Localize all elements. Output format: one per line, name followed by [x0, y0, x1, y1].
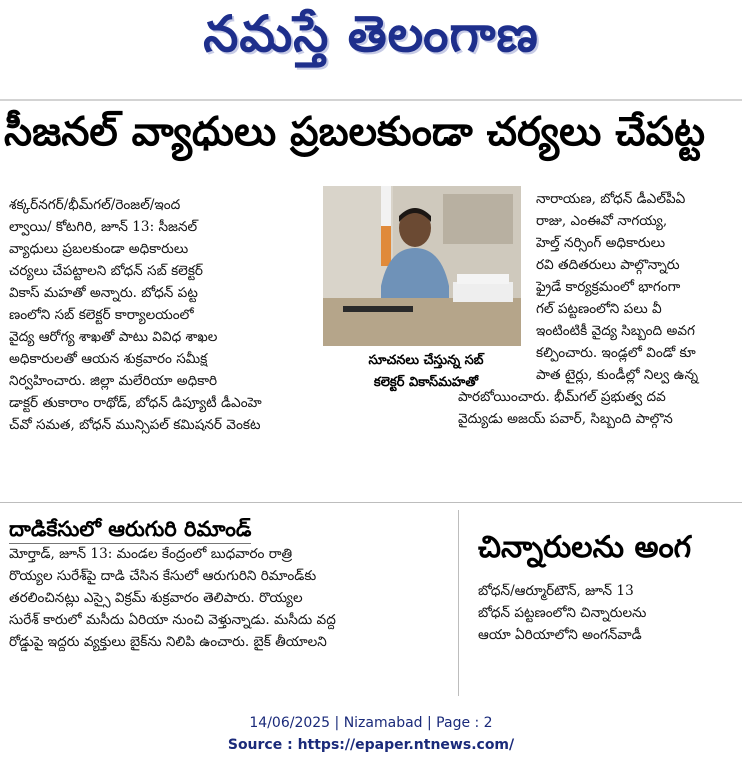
text-line: రవి తదితరులు పాల్గొన్నారు: [536, 257, 680, 273]
text-line: కల్పించారు. ఇండ్లలో విండో కూ: [536, 345, 696, 361]
text-line: నిర్వహించారు. జిల్లా మలేరియా అధికారి: [9, 373, 218, 389]
article-2-headline-text: దాడికేసులో ఆరుగురి రిమాండ్: [9, 515, 251, 544]
text-line: నారాయణ, బోధన్ డీఎల్‌పీఏ: [536, 191, 686, 207]
clipping-edge: [0, 696, 742, 706]
text-line: ణంలోని సబ్ కలెక్టర్ కార్యాలయంలో: [9, 307, 194, 323]
text-line: అధికారులతో ఆయన శుక్రవారం సమీక్ష: [9, 351, 208, 367]
text-line: బోధన్/ఆర్మూర్‌టౌన్, జూన్ 13: [478, 583, 634, 599]
text-line: వికాస్ మహతో అన్నారు. బోధన్ పట్ట: [9, 285, 198, 301]
text-line: రాజు, ఎంఈవో నాగయ్య,: [536, 213, 668, 229]
text-line: ఇంటింటికీ వైద్య సిబ్బంది అవగ: [536, 323, 695, 339]
text-line: వ్యాధులు ప్రబలకుండా అధికారులు: [9, 241, 189, 257]
text-line: ల్వాయి/ కోటగిరి, జూన్ 13: సీజనల్: [9, 219, 198, 235]
text-line: రోడ్డుపై ఇద్దరు వ్యక్తులు బైక్‌ను నిలిపి ఉంచారు. బైక్ తీయాలని: [9, 634, 327, 650]
newspaper-logo: నమస్తే తెలంగాణ: [203, 4, 539, 63]
text-line: పాత టైర్లు, కుండీల్లో నిల్వ ఉన్న: [536, 367, 699, 383]
divider: [0, 99, 742, 101]
article-1-column-left: [9, 194, 315, 436]
divider: [0, 502, 742, 503]
text-line: గల్ పట్టణంలోని పలు వీ: [536, 301, 662, 317]
article-1-column-right-bottom: [458, 386, 742, 430]
column-divider: [458, 510, 459, 700]
article-2-body: [9, 543, 449, 653]
article-3-body: [478, 580, 742, 646]
text-line: చర్యలు చేపట్టాలని బోధన్ సబ్ కలెక్టర్: [9, 263, 203, 279]
source-link[interactable]: Source : https://epaper.ntnews.com/: [227, 737, 515, 753]
text-line: పారబోయించారు. భీమ్‌గల్ ప్రభుత్వ దవ: [458, 389, 666, 405]
article-1-column-right: [536, 188, 742, 386]
text-line: ఆయా ఏరియాలోని అంగన్‌వాడీ: [478, 627, 642, 643]
text-line: వైద్య ఆరోగ్య శాఖతో పాటు వివిధ శాఖల: [9, 329, 218, 345]
text-line: తరలించినట్లు ఎస్సై విక్రమ్ శుక్రవారం తెలిపారు. రొయ్యల: [9, 590, 303, 606]
text-line: వైద్యుడు అజయ్ పవార్, సిబ్బంది పాల్గొన: [458, 411, 673, 427]
text-line: డాక్టర్ తుకారాం రాథోడ్, బోధన్ డిప్యూటీ డీఎంహె: [9, 395, 262, 411]
text-line: ఫ్రైడే కార్యక్రమంలో భాగంగా: [536, 279, 681, 295]
article-2-headline: [9, 515, 251, 544]
article-photo: [323, 186, 521, 346]
masthead: [0, 0, 742, 95]
text-line: శక్కర్‌నగర్/భీమ్‌గల్/రెంజల్/ఇంద: [9, 197, 181, 213]
edition-info: 14/06/2025 | Nizamabad | Page : 2: [249, 715, 493, 731]
caption-line: కలెక్టర్ వికాస్‌మహతో: [373, 375, 479, 390]
text-line: సురేశ్ కారులో మసీదు ఏరియా నుంచి వెళ్తున్నాడు. మసీదు వద్ద: [9, 612, 336, 628]
text-line: మోర్తాడ్, జూన్ 13: మండల కేంద్రంలో బుధవారం రాత్రి: [9, 546, 293, 562]
footer: [0, 712, 742, 756]
article-1-headline: సీజనల్ వ్యాధులు ప్రబలకుండా చర్యలు చేపట్ట: [4, 109, 705, 155]
article-3-headline: చిన్నారులను అంగ: [478, 530, 692, 565]
text-line: హెల్త్ నర్సింగ్ అధికారులు: [536, 235, 666, 251]
text-line: చ్‌వో సమత, బోధన్ మున్సిపల్ కమిషనర్ వెంకట: [9, 417, 261, 433]
photo-illustration: [323, 186, 521, 346]
text-line: బోధన్ పట్టణంలోని చిన్నారులను: [478, 605, 647, 621]
text-line: రొయ్యల సురేశ్‌పై దాడి చేసిన కేసులో ఆరుగురిని రిమాండ్‌కు: [9, 568, 317, 584]
caption-line: సూచనలు చేస్తున్న సబ్: [368, 353, 484, 368]
